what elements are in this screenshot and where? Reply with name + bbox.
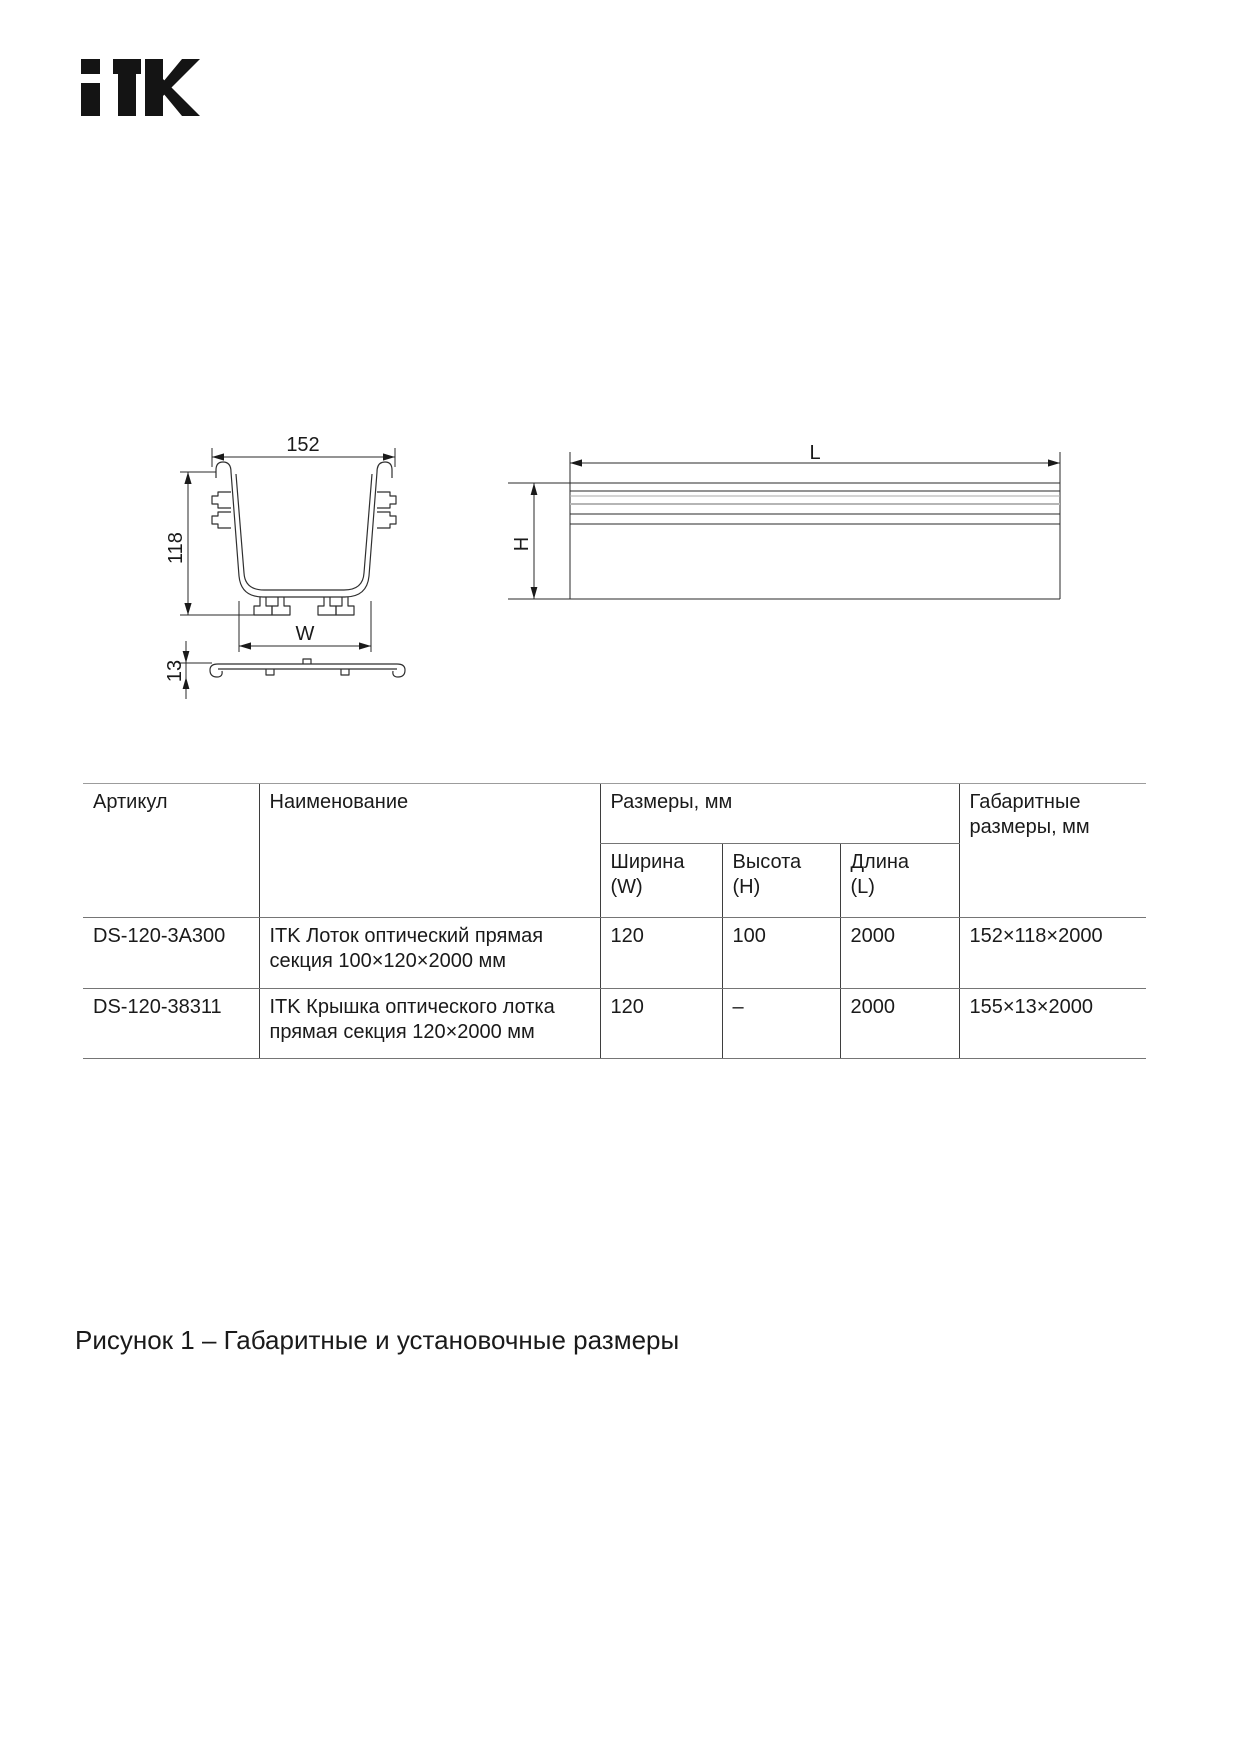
width-unit: (W) <box>610 876 643 898</box>
logo-i-dot <box>81 59 100 74</box>
width-label: Ширина <box>610 851 685 873</box>
col-header-width <box>600 844 722 918</box>
col-header-name: Наименование <box>259 784 600 918</box>
cell-length-1: 2000 <box>840 989 959 1059</box>
side-view-drawing <box>460 442 1100 612</box>
dim-118-label: 118 <box>165 532 187 564</box>
cell-overall-1: 155×13×2000 <box>959 989 1146 1059</box>
tray-profile-outline <box>212 462 396 615</box>
dim-13-label: 13 <box>164 659 186 683</box>
dim-l-label: L <box>809 442 821 464</box>
col-header-sizes-group: Размеры, мм <box>600 784 959 844</box>
logo-k-lower-arm <box>163 79 200 116</box>
cell-article-0: DS-120-3A300 <box>83 918 259 989</box>
cell-name-1: ITK Крышка оптического лотка прямая секция 120×2000 мм <box>259 989 600 1059</box>
logo-t-stem <box>118 59 136 116</box>
cell-height-1: – <box>722 989 840 1059</box>
dim-h <box>511 483 537 599</box>
col-header-length <box>840 844 959 918</box>
cell-height-0: 100 <box>722 918 840 989</box>
itk-logo-glyphs <box>81 59 200 116</box>
cross-section-drawing <box>140 428 420 713</box>
tray-side-outline <box>508 452 1060 599</box>
height-label: Высота <box>732 851 802 873</box>
logo-i-stem <box>81 83 100 116</box>
itk-logo <box>81 59 200 116</box>
dim-118 <box>165 472 254 615</box>
figure-caption: Рисунок 1 – Габаритные и установочные размеры <box>75 1325 680 1355</box>
dim-h-label: H <box>511 536 533 552</box>
length-label: Длина <box>850 851 910 873</box>
dim-w-label: W <box>295 623 315 645</box>
product-table <box>83 783 1146 1059</box>
col-header-article: Артикул <box>83 784 259 918</box>
cell-article-1: DS-120-38311 <box>83 989 259 1059</box>
col-header-overall: Габаритные размеры, мм <box>959 784 1146 918</box>
product-table-wrapper <box>83 783 1146 1059</box>
dim-w <box>239 601 371 652</box>
cover-profile-outline <box>210 659 405 677</box>
cell-overall-0: 152×118×2000 <box>959 918 1146 989</box>
col-header-height <box>722 844 840 918</box>
logo-k-stem <box>145 59 163 116</box>
cell-length-0: 2000 <box>840 918 959 989</box>
cell-width-1: 120 <box>600 989 722 1059</box>
dim-152-label: 152 <box>286 434 320 456</box>
dim-152 <box>212 434 395 467</box>
cell-width-0: 120 <box>600 918 722 989</box>
table-row <box>83 918 1146 989</box>
dim-l <box>570 442 1060 467</box>
length-unit: (L) <box>850 876 875 898</box>
cell-name-0: ITK Лоток оптический прямая секция 100×120×2000 мм <box>259 918 600 989</box>
dim-13 <box>164 641 212 699</box>
height-unit: (H) <box>732 876 761 898</box>
table-row <box>83 989 1146 1059</box>
